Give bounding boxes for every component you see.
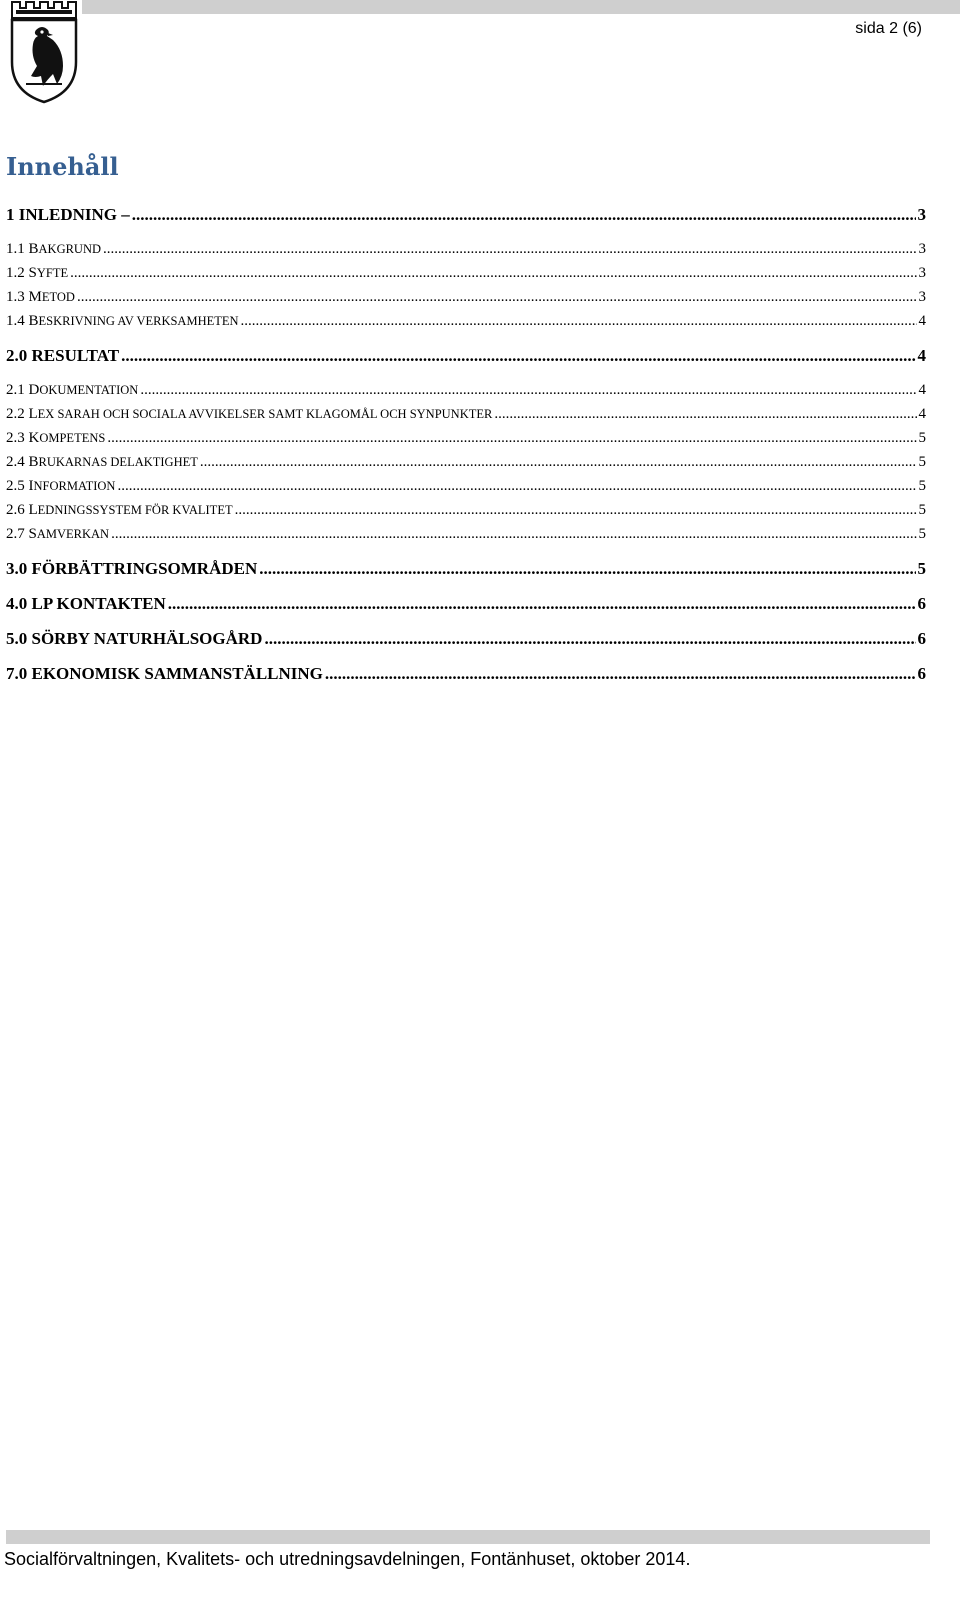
toc-entry-label: 2.2 LEX SARAH OCH SOCIALA AVVIKELSER SAMT KLAGOMÅL OCH SYNPUNKTER <box>6 406 493 422</box>
toc-leader <box>121 346 915 366</box>
toc-entry-label: 2.3 KOMPETENS <box>6 430 106 446</box>
toc-leader <box>77 289 917 306</box>
toc-leader <box>200 454 917 471</box>
toc-entry[interactable] <box>6 313 926 330</box>
toc-entry[interactable] <box>6 241 926 258</box>
toc-entry-label: 2.1 DOKUMENTATION <box>6 382 139 398</box>
toc-entry-page: 5 <box>918 478 926 494</box>
toc-entry-label: 1.3 METOD <box>6 289 75 305</box>
toc-entry-page: 4 <box>917 346 926 365</box>
toc-leader <box>111 526 916 543</box>
toc-entry[interactable] <box>6 526 926 543</box>
toc-entry-page: 5 <box>917 559 926 578</box>
toc-leader <box>235 502 917 519</box>
toc-leader <box>70 265 916 282</box>
toc-title: Innehåll <box>6 152 119 181</box>
toc-entry-label: 1 INLEDNING – <box>6 205 130 224</box>
toc-entry[interactable] <box>6 205 926 225</box>
toc-entry[interactable] <box>6 406 926 423</box>
toc-entry-label: 2.7 SAMVERKAN <box>6 526 110 542</box>
toc-entry[interactable] <box>6 594 926 614</box>
toc-entry-page: 5 <box>918 526 926 542</box>
toc-entry-page: 5 <box>918 502 926 518</box>
toc-entry-label: 1.4 BESKRIVNING AV VERKSAMHETEN <box>6 313 239 329</box>
toc-entry-page: 5 <box>918 430 926 446</box>
toc-entry-label: 2.6 LEDNINGSSYSTEM FÖR KVALITET <box>6 502 233 518</box>
toc-leader <box>103 241 916 258</box>
toc-entry[interactable] <box>6 478 926 495</box>
toc-entry[interactable] <box>6 454 926 471</box>
toc-entry-label: 5.0 SÖRBY NATURHÄLSOGÅRD <box>6 629 263 648</box>
toc-entry[interactable] <box>6 430 926 447</box>
toc-entry-label: 1.2 SYFTE <box>6 265 69 281</box>
toc-entry-page: 5 <box>918 454 926 470</box>
footer-bar <box>6 1530 930 1544</box>
toc-entry-page: 6 <box>917 629 926 648</box>
toc-entry-page: 3 <box>917 205 926 224</box>
toc-entry-page: 3 <box>918 265 926 281</box>
toc-entry-label: 4.0 LP KONTAKTEN <box>6 594 166 613</box>
toc-entry-label: 2.5 INFORMATION <box>6 478 116 494</box>
toc-leader <box>117 478 916 495</box>
toc-entry-label: 1.1 BAKGRUND <box>6 241 102 257</box>
toc-entry-label: 2.0 RESULTAT <box>6 346 120 365</box>
toc-leader <box>132 205 916 225</box>
toc-leader <box>494 406 916 423</box>
toc-entry-page: 3 <box>918 289 926 305</box>
falcon-crest-icon <box>4 0 84 104</box>
toc-entry-page: 4 <box>918 382 926 398</box>
toc-entry[interactable] <box>6 382 926 399</box>
toc-entry-page: 3 <box>918 241 926 257</box>
toc-leader <box>107 430 916 447</box>
toc-entry[interactable] <box>6 502 926 519</box>
toc-entry-page: 6 <box>917 664 926 683</box>
toc-entry-page: 4 <box>918 406 926 422</box>
header-bar <box>82 0 960 14</box>
toc-entry-page: 6 <box>917 594 926 613</box>
toc-entry[interactable] <box>6 664 926 684</box>
toc-entry[interactable] <box>6 346 926 366</box>
toc-leader <box>325 664 916 684</box>
page-number: sida 2 (6) <box>855 20 922 37</box>
toc-entry-label: 3.0 FÖRBÄTTRINGSOMRÅDEN <box>6 559 258 578</box>
toc-leader <box>241 313 917 330</box>
toc-entry-page: 4 <box>918 313 926 329</box>
toc-leader <box>264 629 915 649</box>
toc-entry-label: 7.0 EKONOMISK SAMMANSTÄLLNING <box>6 664 323 683</box>
toc-entry[interactable] <box>6 265 926 282</box>
toc-leader <box>259 559 915 579</box>
toc-entry[interactable] <box>6 629 926 649</box>
toc-entry[interactable] <box>6 289 926 306</box>
footer-text: Socialförvaltningen, Kvalitets- och utredningsavdelningen, Fontänhuset, oktober 2014. <box>4 1549 691 1569</box>
toc-leader <box>140 382 916 399</box>
toc-leader <box>168 594 916 614</box>
toc-entry[interactable] <box>6 559 926 579</box>
toc-entry-label: 2.4 BRUKARNAS DELAKTIGHET <box>6 454 198 470</box>
